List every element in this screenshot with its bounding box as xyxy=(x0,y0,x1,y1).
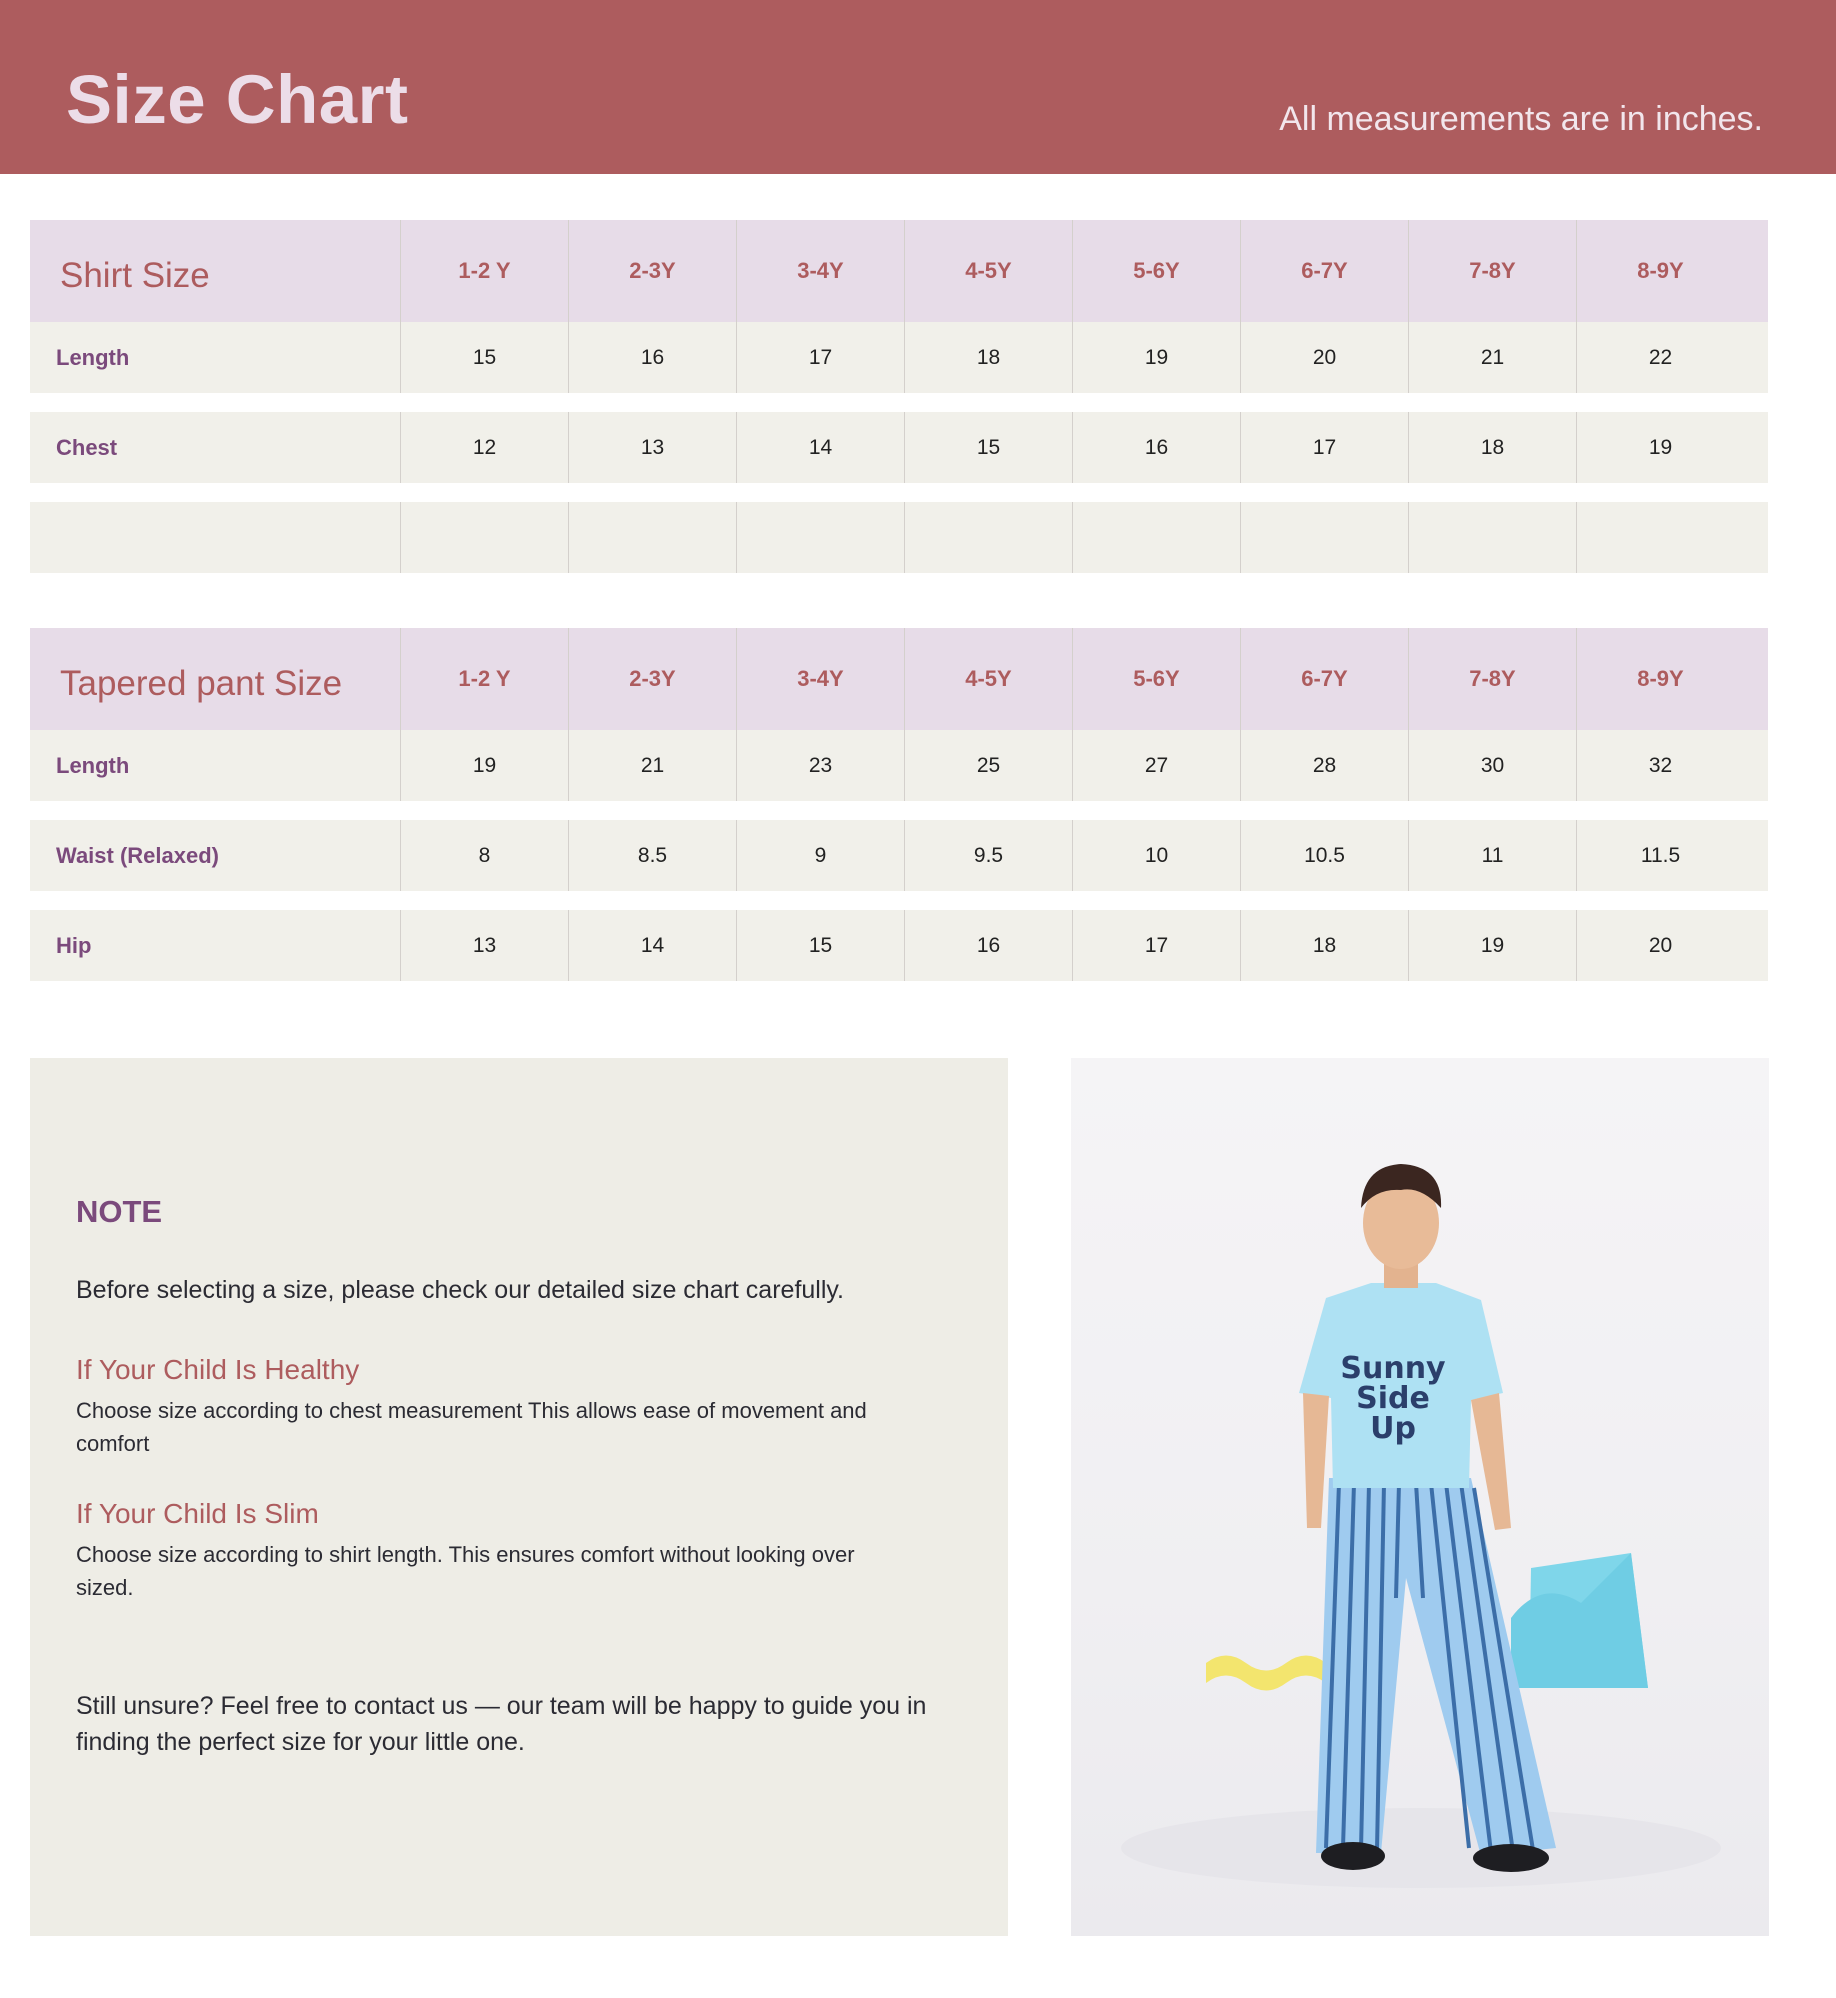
table-heading: Tapered pant Size xyxy=(60,664,343,703)
table-cell: 19 xyxy=(1576,412,1744,483)
table-row xyxy=(30,412,1768,483)
table-cell: 14 xyxy=(568,910,736,981)
table-cell: 9 xyxy=(736,820,904,891)
row-label: Chest xyxy=(56,434,118,460)
table-row xyxy=(30,910,1768,981)
table-cell: 15 xyxy=(736,910,904,981)
model-photo xyxy=(1071,1058,1769,1936)
table-cell xyxy=(904,502,1072,573)
column-header: 2-3Y xyxy=(568,220,736,322)
table-cell xyxy=(1408,502,1576,573)
table-cell: 22 xyxy=(1576,322,1744,393)
table-cell xyxy=(568,502,736,573)
table-row xyxy=(30,502,1768,573)
column-header: 3-4Y xyxy=(736,220,904,322)
table-cell: 13 xyxy=(400,910,568,981)
table-cell: 13 xyxy=(568,412,736,483)
table-cell: 25 xyxy=(904,730,1072,801)
row-label: Hip xyxy=(56,932,92,958)
slim-heading: If Your Child Is Slim xyxy=(76,1498,319,1529)
column-header: 4-5Y xyxy=(904,628,1072,730)
column-header: 5-6Y xyxy=(1072,220,1240,322)
table-row xyxy=(30,820,1768,891)
row-label: Length xyxy=(56,752,130,778)
table-row xyxy=(30,322,1768,393)
table-cell: 19 xyxy=(1408,910,1576,981)
column-header: 6-7Y xyxy=(1240,220,1408,322)
row-label: Waist (Relaxed) xyxy=(56,842,220,868)
table-cell: 8.5 xyxy=(568,820,736,891)
table-cell xyxy=(1240,502,1408,573)
healthy-heading: If Your Child Is Healthy xyxy=(76,1354,360,1385)
table-cell: 17 xyxy=(736,322,904,393)
table-cell: 32 xyxy=(1576,730,1744,801)
table-cell xyxy=(400,502,568,573)
table-heading: Shirt Size xyxy=(60,256,210,295)
table-cell: 19 xyxy=(400,730,568,801)
table-cell: 12 xyxy=(400,412,568,483)
table-cell: 23 xyxy=(736,730,904,801)
table-cell: 18 xyxy=(1408,412,1576,483)
table-cell: 16 xyxy=(904,910,1072,981)
column-header: 7-8Y xyxy=(1408,220,1576,322)
table-cell: 18 xyxy=(1240,910,1408,981)
shirt-print-line-2: Side xyxy=(1356,1381,1430,1416)
slim-text: Choose size according to shirt length. This ensures comfort without looking over sized. xyxy=(76,1542,855,1600)
table-cell: 17 xyxy=(1072,910,1240,981)
table-cell: 8 xyxy=(400,820,568,891)
healthy-text: Choose size according to chest measurement This allows ease of movement and comfort xyxy=(76,1398,867,1456)
table-cell: 14 xyxy=(736,412,904,483)
table-cell: 27 xyxy=(1072,730,1240,801)
table-cell: 19 xyxy=(1072,322,1240,393)
column-header: 4-5Y xyxy=(904,220,1072,322)
column-header: 6-7Y xyxy=(1240,628,1408,730)
table-cell xyxy=(1576,502,1744,573)
shirt-size-table xyxy=(30,220,1768,573)
table-cell: 20 xyxy=(1576,910,1744,981)
table-cell xyxy=(736,502,904,573)
table-cell: 17 xyxy=(1240,412,1408,483)
page-title: Size Chart xyxy=(66,61,409,138)
column-header: 1-2 Y xyxy=(400,628,568,730)
table-cell: 10.5 xyxy=(1240,820,1408,891)
row-label: Length xyxy=(56,344,130,370)
table-cell: 16 xyxy=(1072,412,1240,483)
table-header-row xyxy=(30,628,1768,730)
page-header xyxy=(0,0,1836,174)
table-row xyxy=(30,730,1768,801)
measurement-unit-note: All measurements are in inches. xyxy=(1279,100,1763,138)
table-header-row xyxy=(30,220,1768,322)
table-cell: 18 xyxy=(904,322,1072,393)
table-cell: 21 xyxy=(568,730,736,801)
table-cell: 21 xyxy=(1408,322,1576,393)
table-cell: 11 xyxy=(1408,820,1576,891)
table-cell xyxy=(1072,502,1240,573)
column-header: 3-4Y xyxy=(736,628,904,730)
shirt-print-line-3: Up xyxy=(1370,1411,1416,1446)
column-header: 2-3Y xyxy=(568,628,736,730)
column-header: 8-9Y xyxy=(1576,220,1744,322)
table-cell: 28 xyxy=(1240,730,1408,801)
table-cell: 16 xyxy=(568,322,736,393)
table-cell: 20 xyxy=(1240,322,1408,393)
table-cell: 15 xyxy=(904,412,1072,483)
table-cell: 30 xyxy=(1408,730,1576,801)
column-header: 7-8Y xyxy=(1408,628,1576,730)
contact-note: Still unsure? Feel free to contact us — our team will be happy to guide you in finding the perfect size for your little one. xyxy=(76,1692,927,1756)
note-title: NOTE xyxy=(76,1194,163,1229)
pant-size-table xyxy=(30,628,1768,981)
column-header: 5-6Y xyxy=(1072,628,1240,730)
table-cell: 9.5 xyxy=(904,820,1072,891)
column-header: 8-9Y xyxy=(1576,628,1744,730)
column-header: 1-2 Y xyxy=(400,220,568,322)
table-cell: 10 xyxy=(1072,820,1240,891)
row-label xyxy=(30,502,400,573)
table-cell: 15 xyxy=(400,322,568,393)
note-panel xyxy=(30,1058,1008,1936)
note-intro: Before selecting a size, please check our detailed size chart carefully. xyxy=(76,1276,844,1304)
table-cell: 11.5 xyxy=(1576,820,1744,891)
child-model-illustration xyxy=(1071,1058,1769,1936)
shirt-print-line-1: Sunny xyxy=(1340,1351,1446,1386)
